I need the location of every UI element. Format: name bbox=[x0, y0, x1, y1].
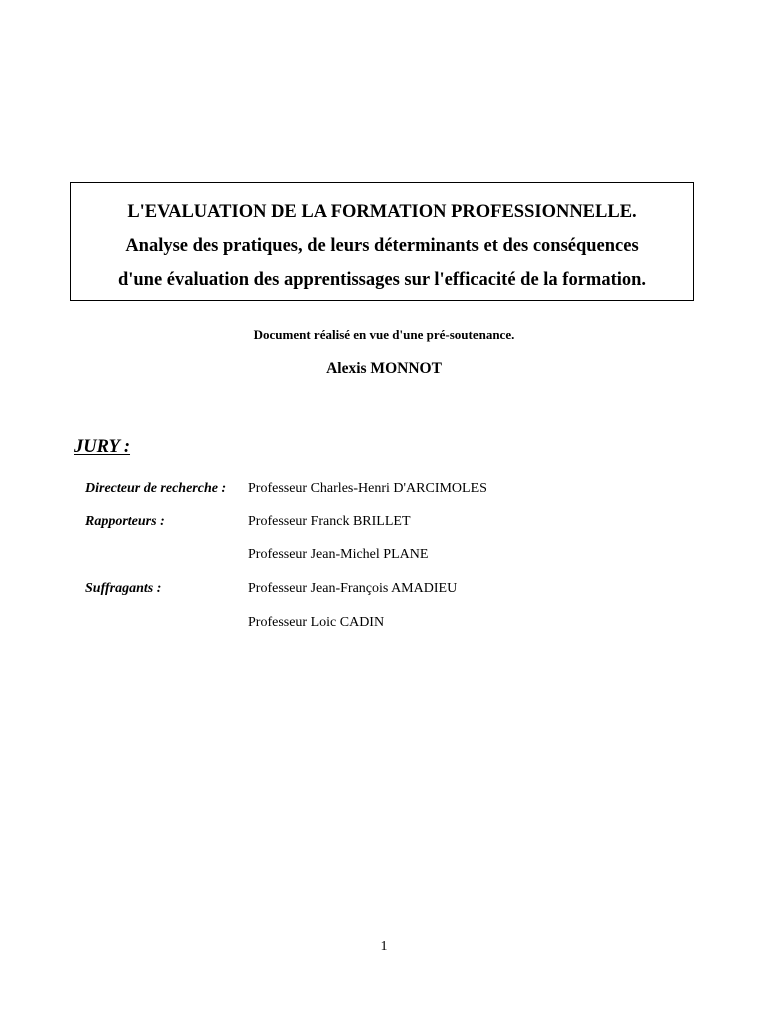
jury-row-rapporteur-1 bbox=[85, 512, 685, 532]
document-subtitle: Document réalisé en vue d'une pré-soutenance. bbox=[253, 327, 515, 342]
title-line-1: L'EVALUATION DE LA FORMATION PROFESSIONNELLE. bbox=[127, 202, 637, 222]
jury-row-suffragant-2 bbox=[85, 613, 685, 633]
jury-role-label: Directeur de recherche : bbox=[85, 481, 227, 496]
jury-row-suffragant-1 bbox=[85, 579, 685, 599]
jury-member-name: Professeur Charles-Henri D'ARCIMOLES bbox=[248, 481, 487, 496]
jury-role-label: Rapporteurs : bbox=[85, 514, 165, 529]
author-name: Alexis MONNOT bbox=[326, 360, 442, 377]
jury-member-name: Professeur Loic CADIN bbox=[248, 615, 385, 630]
title-box bbox=[70, 182, 694, 301]
title-line-3: d'une évaluation des apprentissages sur l'efficacité de la formation. bbox=[117, 270, 647, 290]
jury-heading: JURY : bbox=[74, 437, 131, 457]
jury-member-name: Professeur Jean-François AMADIEU bbox=[248, 581, 458, 596]
jury-member-name: Professeur Franck BRILLET bbox=[248, 514, 411, 529]
jury-member-name: Professeur Jean-Michel PLANE bbox=[248, 547, 429, 562]
jury-row-director bbox=[85, 479, 685, 499]
page-number: 1 bbox=[380, 939, 388, 954]
jury-role-label: Suffragants : bbox=[85, 581, 162, 596]
title-line-2: Analyse des pratiques, de leurs déterminants et des conséquences bbox=[125, 236, 639, 256]
jury-row-rapporteur-2 bbox=[85, 545, 685, 565]
